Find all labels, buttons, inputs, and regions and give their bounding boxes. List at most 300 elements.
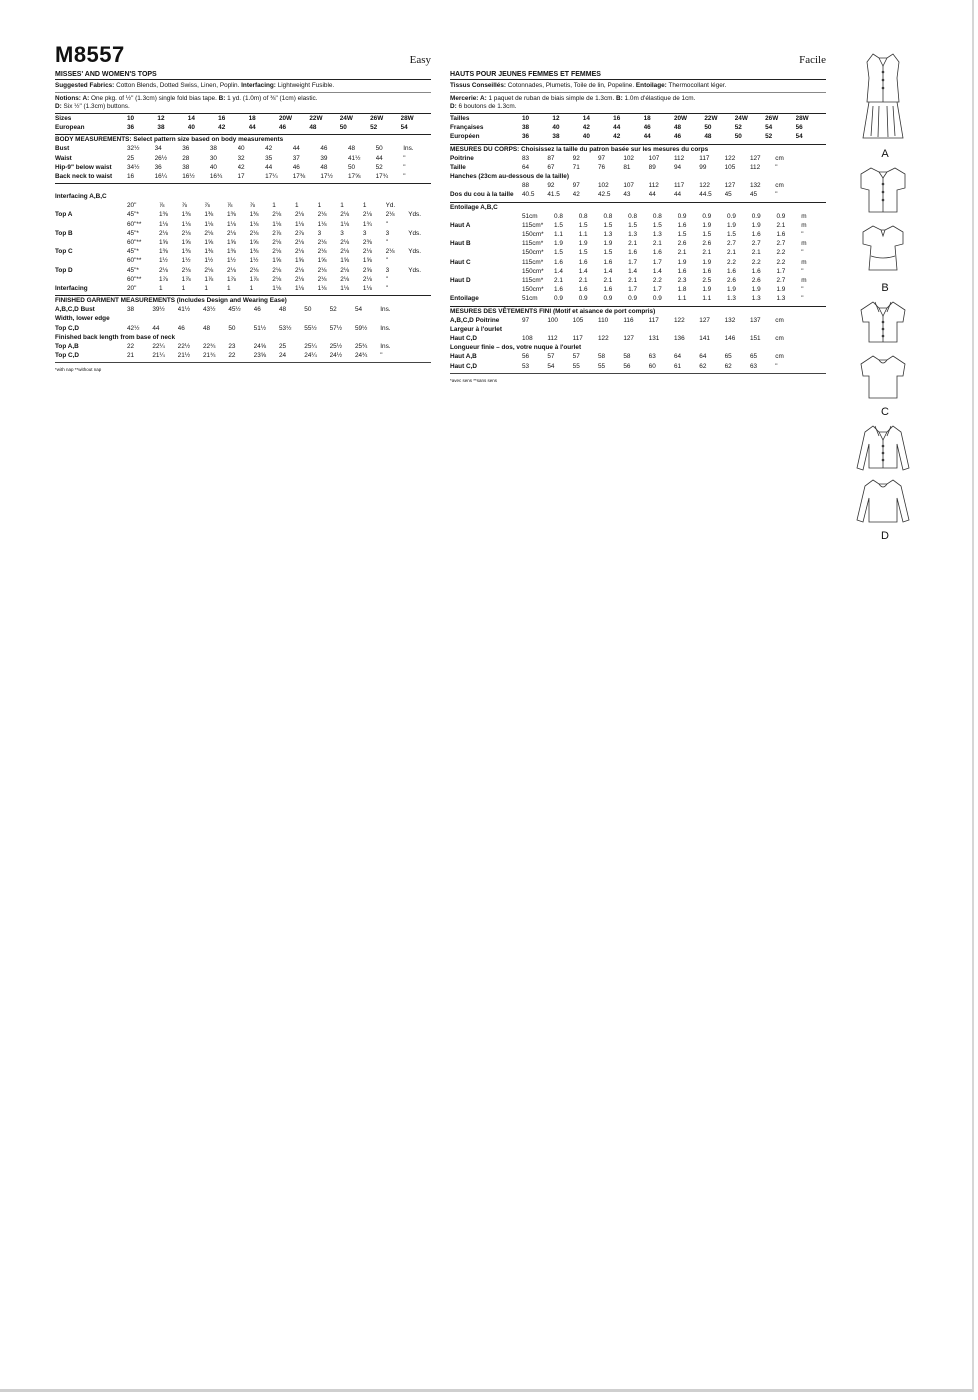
width-cell: 150cm* bbox=[522, 231, 544, 239]
value-cell: 1⅜ bbox=[249, 248, 259, 256]
value-cell: 44 bbox=[248, 124, 256, 132]
value-cell: 102 bbox=[623, 154, 634, 162]
value-cell: 2⅛ bbox=[340, 211, 350, 219]
value-cell: 35 bbox=[265, 154, 273, 162]
value-cell: 40 bbox=[209, 163, 217, 171]
table-row bbox=[55, 247, 431, 256]
value-cell: 53½ bbox=[278, 324, 292, 332]
english-column bbox=[55, 42, 431, 372]
row-label bbox=[450, 248, 522, 257]
row-label: Hanches (23cm au-dessous de la taille) bbox=[450, 173, 569, 181]
measurement-table bbox=[450, 316, 826, 371]
value-cell: 17¾ bbox=[375, 173, 389, 181]
value-cell: 1 bbox=[317, 202, 322, 210]
value-cell: 1⅝ bbox=[317, 257, 327, 265]
table-row bbox=[55, 314, 431, 323]
value-cell: 1⅛ bbox=[340, 285, 350, 293]
value-cell: 17⅝ bbox=[348, 173, 361, 181]
table-row bbox=[450, 267, 826, 276]
value-cell: 122 bbox=[673, 316, 685, 324]
width-cell: 20" bbox=[127, 285, 137, 293]
value-cell: 2.7 bbox=[727, 240, 736, 248]
body-measurements-fr bbox=[450, 145, 826, 203]
row-label: Dos du cou à la taille bbox=[450, 191, 514, 199]
footnote: *with nap **without nap bbox=[55, 367, 102, 373]
value-cell: 25¾ bbox=[354, 343, 368, 351]
value-cell: 44 bbox=[265, 163, 273, 171]
value-cell: 52 bbox=[765, 133, 773, 141]
value-cell: 1⅛ bbox=[317, 220, 327, 228]
value-cell: " bbox=[385, 257, 388, 265]
value-cell: 1⅜ bbox=[159, 211, 168, 219]
row-label: Hip-9" below waist bbox=[55, 163, 112, 171]
value-cell: 0.8 bbox=[554, 212, 563, 220]
value-cell: 44 bbox=[643, 133, 651, 141]
value-cell: 2⅛ bbox=[159, 266, 168, 274]
value-cell: 1.6 bbox=[776, 231, 786, 239]
value-cell: Ins. bbox=[380, 343, 391, 351]
value-cell: 1.9 bbox=[776, 286, 786, 294]
value-cell: 52 bbox=[329, 306, 337, 314]
value-cell: 22¼ bbox=[152, 343, 165, 351]
value-cell: 2.1 bbox=[603, 277, 613, 285]
value-cell: 1.4 bbox=[554, 267, 563, 275]
yardage-title: Interfacing A,B,C bbox=[55, 193, 107, 201]
value-cell: 1.6 bbox=[578, 286, 588, 294]
value-cell: 46 bbox=[278, 124, 287, 132]
value-cell: 1.3 bbox=[727, 295, 736, 303]
width-cell: 60"** bbox=[127, 220, 142, 228]
row-label: A,B,C,D Poitrine bbox=[450, 316, 500, 324]
value-cell: 88 bbox=[522, 182, 530, 190]
value-cell: ⅞ bbox=[226, 202, 233, 210]
notions-d-label-fr: D: bbox=[450, 103, 457, 110]
value-cell: 30 bbox=[209, 154, 217, 162]
row-label: Interfacing bbox=[55, 285, 88, 293]
value-cell: 16 bbox=[218, 115, 226, 122]
measurement-table bbox=[450, 212, 826, 304]
body-measurements bbox=[55, 135, 431, 184]
value-cell: 46 bbox=[292, 163, 300, 171]
value-cell: 24W bbox=[734, 115, 748, 122]
suggested-fabrics-fr bbox=[450, 80, 826, 93]
table-row bbox=[450, 248, 826, 257]
width-cell: 150cm* bbox=[522, 249, 544, 257]
value-cell: 54 bbox=[795, 133, 803, 141]
value-cell: 61 bbox=[673, 362, 682, 370]
value-cell: 0.8 bbox=[652, 212, 662, 220]
value-cell: 1.6 bbox=[603, 258, 613, 266]
row-label bbox=[450, 267, 522, 276]
value-cell: 1.9 bbox=[727, 221, 736, 229]
row-label: Finished back length from base of neck bbox=[55, 333, 176, 341]
row-label: Haut A,B bbox=[450, 353, 477, 361]
table-row bbox=[55, 114, 431, 123]
table-row bbox=[55, 238, 431, 247]
value-cell: 127 bbox=[623, 335, 634, 343]
value-cell: 22W bbox=[309, 115, 323, 122]
width-cell: 150cm* bbox=[522, 286, 544, 294]
view-a-sketch bbox=[855, 50, 911, 160]
value-cell: 24⅝ bbox=[253, 343, 267, 351]
interfacing-label-fr: Entoilage: bbox=[635, 82, 667, 89]
finished-measurements-fr bbox=[450, 307, 826, 374]
value-cell: 1⅛ bbox=[249, 220, 259, 228]
value-cell: 1.9 bbox=[751, 221, 761, 229]
width-cell: 115cm* bbox=[522, 240, 544, 248]
value-cell: " bbox=[801, 249, 804, 257]
row-label bbox=[55, 201, 127, 210]
value-cell: " bbox=[380, 352, 383, 360]
value-cell: " bbox=[775, 362, 778, 370]
value-cell: 25¼ bbox=[304, 343, 317, 351]
value-cell: 99 bbox=[699, 163, 707, 171]
value-cell: 2⅛ bbox=[272, 266, 282, 274]
value-cell: " bbox=[403, 163, 406, 171]
value-cell: 32 bbox=[237, 154, 245, 162]
notions-d-label: D: bbox=[55, 103, 62, 110]
table-row bbox=[450, 258, 826, 267]
value-cell: 40.5 bbox=[522, 191, 535, 199]
value-cell: 2⅛ bbox=[340, 266, 350, 274]
value-cell: 1⅝ bbox=[340, 257, 350, 265]
value-cell: Yds. bbox=[408, 248, 422, 256]
value-cell: 1⅝ bbox=[204, 239, 214, 247]
value-cell: 2.6 bbox=[727, 277, 736, 285]
value-cell: 1.7 bbox=[628, 286, 638, 294]
value-cell: 0.8 bbox=[603, 212, 613, 220]
table-row bbox=[450, 343, 826, 352]
row-label: Bust bbox=[55, 145, 70, 153]
value-cell: 100 bbox=[547, 316, 558, 324]
value-cell: 1⅝ bbox=[159, 239, 168, 247]
value-cell: 1⅞ bbox=[204, 275, 214, 283]
finished-measurements-title-fr: MESURES DES VÊTEMENTS FINI (Motif et aisance de port compris) bbox=[450, 307, 656, 315]
value-cell: 2⅛ bbox=[294, 248, 304, 256]
value-cell: 1.9 bbox=[727, 286, 736, 294]
value-cell: 1.5 bbox=[628, 221, 638, 229]
yardage-table bbox=[55, 201, 431, 293]
value-cell: 2.1 bbox=[578, 277, 588, 285]
value-cell: 1⅛ bbox=[294, 220, 304, 228]
value-cell: 16¼ bbox=[154, 173, 168, 181]
value-cell: Ins. bbox=[380, 306, 391, 314]
value-cell: 146 bbox=[724, 335, 736, 343]
row-label: A,B,C,D Bust bbox=[55, 306, 95, 314]
table-row bbox=[450, 230, 826, 239]
value-cell: 1⅝ bbox=[272, 257, 282, 265]
value-cell: 22 bbox=[228, 352, 236, 360]
value-cell: 2⅛ bbox=[362, 248, 372, 256]
measurement-table bbox=[55, 305, 431, 360]
value-cell: 42 bbox=[613, 133, 621, 141]
notions-a-text: One pkg. of ½" (1.3cm) single fold bias tape. bbox=[89, 95, 219, 102]
row-label: Taille bbox=[450, 163, 466, 171]
value-cell: 26W bbox=[765, 115, 779, 122]
value-cell: 127 bbox=[699, 316, 710, 324]
value-cell: 44 bbox=[152, 324, 160, 332]
value-cell: 48 bbox=[348, 145, 356, 153]
finished-measurements-table-fr bbox=[450, 316, 826, 371]
value-cell: 2.2 bbox=[652, 277, 662, 285]
suggested-fabrics bbox=[55, 80, 431, 93]
value-cell: 14 bbox=[582, 115, 590, 122]
value-cell: 1.9 bbox=[603, 240, 613, 248]
row-label: Haut C bbox=[450, 258, 471, 266]
value-cell: 22W bbox=[704, 115, 718, 122]
body-measurements-title-fr: MESURES DU CORPS: Choisissez la taille du patron basée sur les mesures du corps bbox=[450, 145, 709, 153]
value-cell: 1 bbox=[159, 285, 163, 293]
value-cell: 1.3 bbox=[603, 231, 613, 239]
body-measurements-table-fr bbox=[450, 154, 826, 200]
value-cell: 137 bbox=[749, 316, 761, 324]
value-cell: 1⅝ bbox=[226, 239, 236, 247]
value-cell: 2⅛ bbox=[159, 229, 168, 237]
value-cell: 58 bbox=[597, 353, 606, 361]
value-cell: 60 bbox=[648, 362, 656, 370]
value-cell: 1½ bbox=[226, 257, 236, 265]
value-cell: 132 bbox=[749, 182, 761, 190]
table-row bbox=[450, 181, 826, 190]
row-label: Largeur à l'ourlet bbox=[450, 325, 502, 333]
value-cell: 0.9 bbox=[603, 295, 613, 303]
value-cell: 0.9 bbox=[652, 295, 662, 303]
value-cell: 107 bbox=[648, 154, 660, 162]
value-cell: 1⅜ bbox=[226, 248, 236, 256]
value-cell: 81 bbox=[623, 163, 631, 171]
value-cell: 43½ bbox=[202, 306, 216, 314]
value-cell: 16 bbox=[613, 115, 621, 122]
value-cell: 17 bbox=[237, 173, 245, 181]
row-label: Width, lower edge bbox=[55, 315, 110, 323]
value-cell: 28 bbox=[182, 154, 190, 162]
width-cell: 45"* bbox=[127, 248, 139, 256]
value-cell: 108 bbox=[522, 335, 533, 343]
value-cell: 89 bbox=[648, 163, 656, 171]
value-cell: 51½ bbox=[253, 324, 267, 332]
pattern-number: M8557 bbox=[55, 42, 125, 67]
value-cell: 1.9 bbox=[751, 286, 761, 294]
row-label: Haut A bbox=[450, 221, 471, 229]
value-cell: 132 bbox=[724, 316, 736, 324]
value-cell: 57½ bbox=[329, 324, 343, 332]
value-cell: 2⅛ bbox=[385, 248, 395, 256]
value-cell: 22½ bbox=[177, 343, 191, 351]
value-cell: 2⅞ bbox=[272, 229, 282, 237]
value-cell: Yd. bbox=[385, 202, 396, 210]
value-cell: 1½ bbox=[204, 257, 214, 265]
value-cell: 53 bbox=[522, 362, 530, 370]
value-cell: 18 bbox=[643, 115, 651, 122]
value-cell: 2.6 bbox=[677, 240, 687, 248]
value-cell: 38 bbox=[182, 163, 190, 171]
value-cell: 48 bbox=[704, 133, 712, 141]
value-cell: 40 bbox=[582, 133, 590, 141]
value-cell: 1⅞ bbox=[159, 275, 168, 283]
value-cell: 2⅛ bbox=[272, 239, 282, 247]
fabrics-text-fr: Cotonnades, Plumetis, Toile de lin, Popeline. bbox=[506, 82, 636, 89]
view-b-sketch bbox=[855, 164, 911, 294]
value-cell: 1.6 bbox=[677, 267, 687, 275]
value-cell: ⅞ bbox=[159, 202, 165, 210]
value-cell: 0.9 bbox=[677, 212, 687, 220]
value-cell: 112 bbox=[673, 154, 685, 162]
value-cell: 2.1 bbox=[677, 249, 687, 257]
table-row bbox=[450, 239, 826, 248]
value-cell: 1⅞ bbox=[226, 275, 236, 283]
value-cell: 62 bbox=[724, 362, 732, 370]
row-label bbox=[55, 238, 127, 247]
value-cell: 1½ bbox=[159, 257, 168, 265]
value-cell: 2.1 bbox=[751, 249, 761, 257]
value-cell: 1.6 bbox=[727, 267, 736, 275]
value-cell: 56 bbox=[795, 124, 803, 132]
value-cell: 1.5 bbox=[603, 221, 613, 229]
value-cell: 44 bbox=[292, 145, 300, 153]
value-cell: 44 bbox=[673, 191, 682, 199]
value-cell: 24¾ bbox=[354, 352, 368, 360]
value-cell: 97 bbox=[522, 316, 530, 324]
value-cell: 1⅜ bbox=[249, 211, 259, 219]
value-cell: 56 bbox=[522, 353, 530, 361]
row-label bbox=[55, 275, 127, 284]
value-cell: cm bbox=[775, 335, 784, 343]
value-cell: 42.5 bbox=[597, 191, 611, 199]
value-cell: 97 bbox=[597, 154, 606, 162]
value-cell: 1 bbox=[181, 285, 186, 293]
value-cell: 1.1 bbox=[677, 295, 687, 303]
table-row bbox=[450, 212, 826, 221]
value-cell: 2.2 bbox=[776, 249, 786, 257]
value-cell: 1.7 bbox=[628, 258, 638, 266]
value-cell: 37 bbox=[292, 154, 300, 162]
sizes-table-fr bbox=[450, 114, 826, 145]
interfacing-text-fr: Thermocollant léger. bbox=[666, 82, 727, 89]
value-cell: 1.4 bbox=[603, 267, 613, 275]
value-cell: 1.7 bbox=[776, 267, 786, 275]
value-cell: 41.5 bbox=[547, 191, 560, 199]
value-cell: 105 bbox=[572, 316, 584, 324]
value-cell: 55½ bbox=[304, 324, 317, 332]
value-cell: 2⅛ bbox=[317, 248, 327, 256]
table-row bbox=[55, 305, 431, 314]
value-cell: 117 bbox=[572, 335, 583, 343]
value-cell: 65 bbox=[724, 353, 732, 361]
value-cell: 40 bbox=[187, 124, 195, 132]
table-row bbox=[55, 229, 431, 238]
row-label: Top C,D bbox=[55, 324, 80, 332]
value-cell: 2⅝ bbox=[362, 266, 372, 274]
value-cell: 10 bbox=[127, 115, 135, 122]
value-cell: 1¾ bbox=[362, 220, 372, 228]
value-cell: 2⅛ bbox=[385, 211, 395, 219]
row-label: Haut D bbox=[450, 277, 471, 285]
value-cell: Yds. bbox=[408, 229, 422, 237]
value-cell: 1 bbox=[362, 202, 367, 210]
value-cell: 2⅛ bbox=[340, 275, 350, 283]
view-label-a: A bbox=[881, 148, 889, 160]
value-cell: 1⅛ bbox=[159, 220, 168, 228]
value-cell: 39 bbox=[320, 154, 328, 162]
value-cell: 42 bbox=[582, 124, 590, 132]
value-cell: 22¾ bbox=[202, 343, 216, 351]
table-row bbox=[55, 333, 431, 342]
value-cell: 1.3 bbox=[776, 295, 786, 303]
yardage-section-fr bbox=[450, 203, 826, 307]
table-row bbox=[55, 284, 431, 293]
pattern-title: MISSES' AND WOMEN'S TOPS bbox=[55, 71, 431, 80]
value-cell: 0.8 bbox=[628, 212, 638, 220]
table-row bbox=[450, 294, 826, 303]
notions-label: Notions: A: bbox=[55, 95, 90, 102]
value-cell: 1⅛ bbox=[204, 220, 214, 228]
value-cell: 2⅛ bbox=[249, 266, 259, 274]
value-cell: 1⅜ bbox=[159, 248, 168, 256]
measurement-table bbox=[55, 144, 431, 181]
value-cell: 2⅛ bbox=[181, 266, 191, 274]
value-cell: 12 bbox=[157, 115, 165, 122]
value-cell: 1⅛ bbox=[294, 285, 304, 293]
value-cell: " bbox=[385, 220, 388, 228]
width-cell: 20" bbox=[127, 202, 137, 210]
view-d-sketch bbox=[855, 422, 911, 542]
value-cell: 2.1 bbox=[776, 221, 786, 229]
notions-label-fr: Mercerie: A: bbox=[450, 95, 487, 102]
table-row bbox=[450, 285, 826, 294]
finished-measurements-table bbox=[55, 305, 431, 360]
row-label: Waist bbox=[55, 154, 72, 162]
row-label: Haut C,D bbox=[450, 362, 477, 370]
value-cell: 32½ bbox=[127, 145, 140, 153]
measurement-table bbox=[450, 154, 826, 200]
row-label: Européen bbox=[450, 133, 480, 141]
width-cell: 60"** bbox=[127, 257, 142, 265]
value-cell: 2.2 bbox=[751, 258, 761, 266]
value-cell: 1⅝ bbox=[181, 239, 191, 247]
value-cell: 38 bbox=[209, 145, 217, 153]
value-cell: m bbox=[801, 258, 807, 266]
value-cell: 76 bbox=[597, 163, 606, 171]
value-cell: 42 bbox=[572, 191, 580, 199]
sizes-table bbox=[55, 114, 431, 135]
value-cell: 151 bbox=[749, 335, 761, 343]
value-cell: 1½ bbox=[181, 257, 191, 265]
value-cell: 1.5 bbox=[702, 231, 712, 239]
puff-sleeve-top-icon bbox=[855, 164, 911, 282]
value-cell: 1⅛ bbox=[272, 220, 282, 228]
value-cell: 1.1 bbox=[578, 231, 588, 239]
width-cell: 45"* bbox=[127, 229, 139, 237]
value-cell: 25½ bbox=[329, 343, 343, 351]
value-cell: 1 bbox=[226, 285, 231, 293]
table-row bbox=[55, 324, 431, 333]
value-cell: 45½ bbox=[228, 306, 241, 314]
width-cell: 60"** bbox=[127, 239, 142, 247]
difficulty-level: Easy bbox=[409, 54, 431, 66]
table-row bbox=[450, 325, 826, 334]
width-cell: 51cm bbox=[522, 295, 538, 303]
value-cell: 0.9 bbox=[578, 295, 588, 303]
value-cell: 67 bbox=[547, 163, 555, 171]
notions-b-label: B: bbox=[218, 95, 226, 102]
body-measurements-title: BODY MEASUREMENTS: Select pattern size based on body measurements bbox=[55, 136, 284, 144]
value-cell: 1.9 bbox=[677, 258, 687, 266]
notions-fr bbox=[450, 93, 826, 114]
value-cell: 102 bbox=[597, 182, 609, 190]
value-cell: 48 bbox=[202, 324, 211, 332]
fabrics-label-fr: Tissus Conseillés: bbox=[450, 82, 506, 89]
value-cell: 1.1 bbox=[554, 231, 563, 239]
